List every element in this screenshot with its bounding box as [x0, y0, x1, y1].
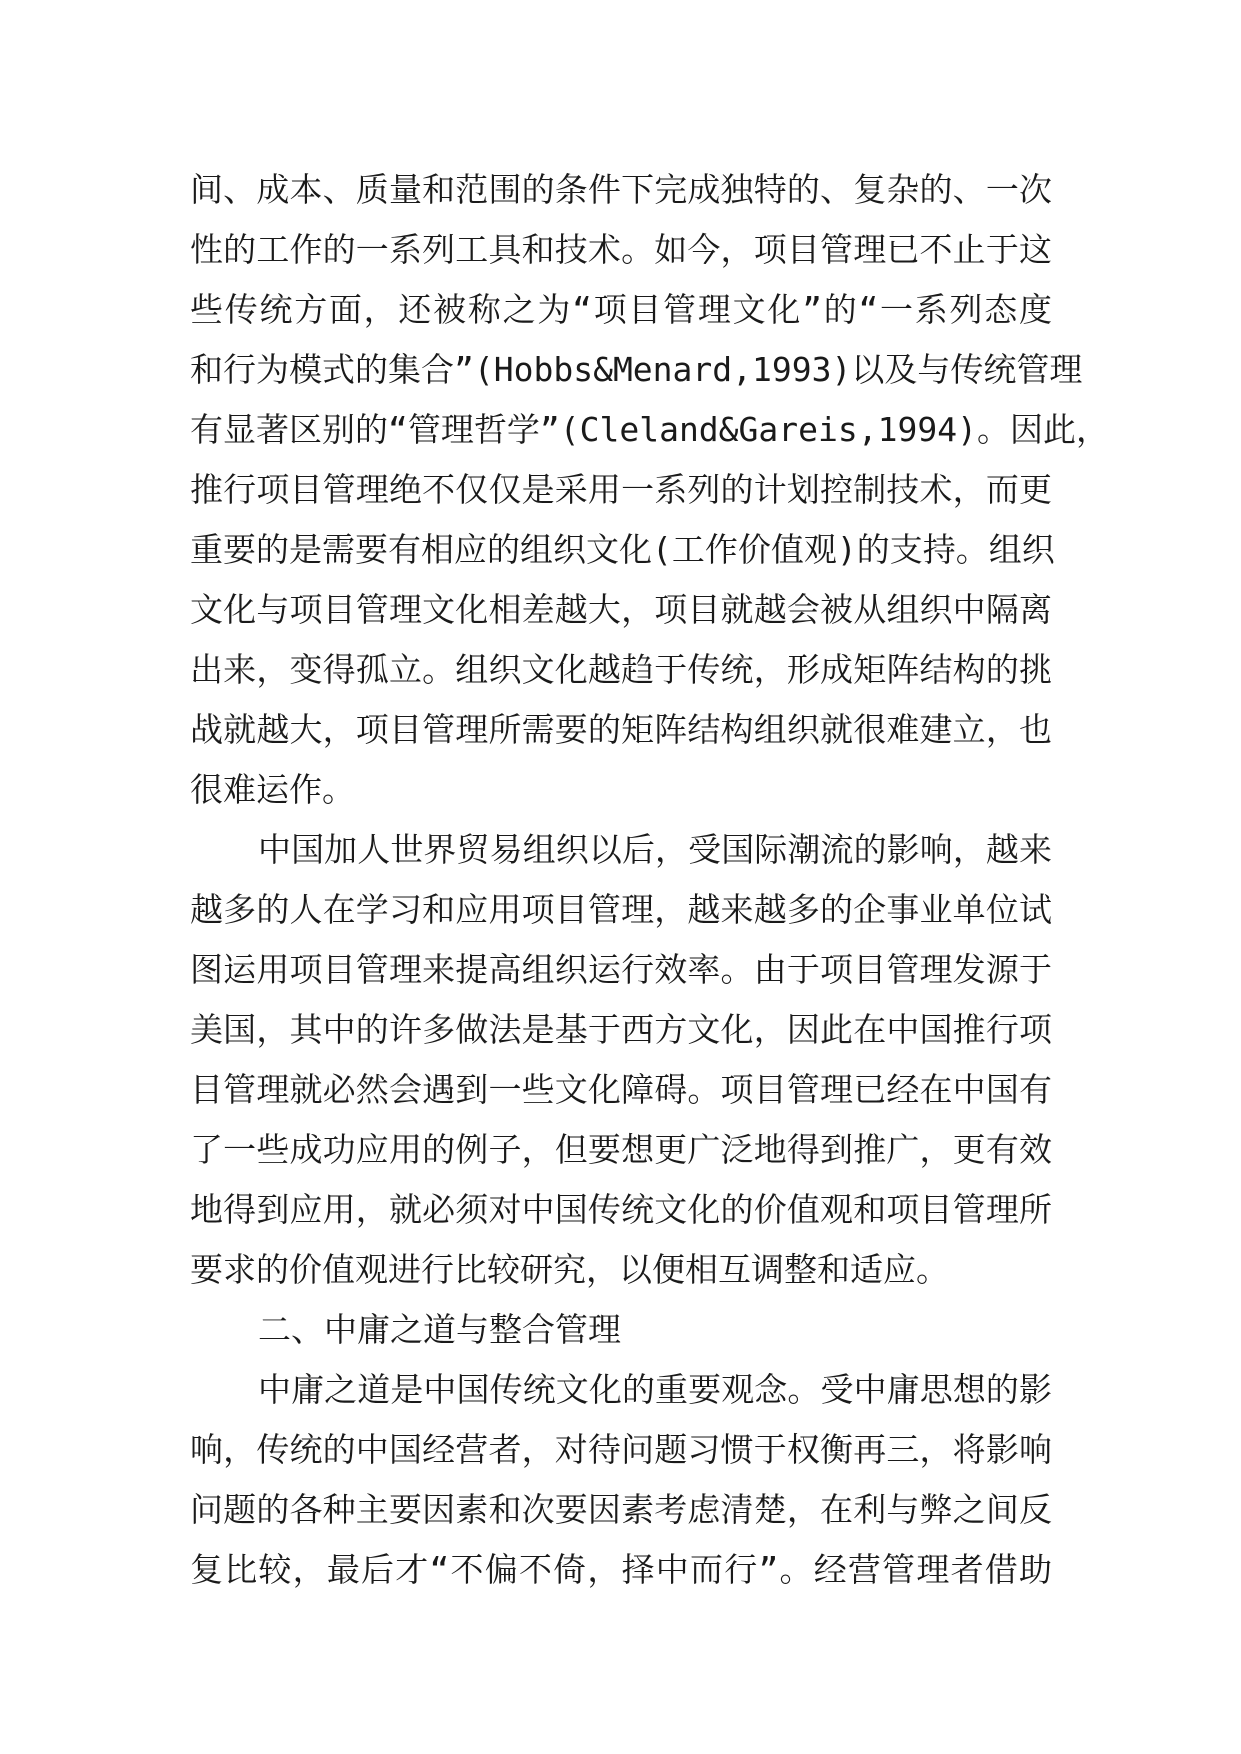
text-line: 推行项目管理绝不仅仅是采用一系列的计划控制技术，而更 [190, 470, 1052, 509]
paragraph-first-line: 二、中庸之道与整合管理 [258, 1310, 621, 1349]
paragraph-first-line: 中庸之道是中国传统文化的重要观念。受中庸思想的影 [258, 1370, 1052, 1409]
text-line: 了一些成功应用的例子，但要想更广泛地得到推广，更有效 [190, 1130, 1052, 1169]
paragraph-first-line: 中国加人世界贸易组织以后，受国际潮流的影响，越来 [258, 830, 1052, 869]
text-line: 复比较，最后才“不偏不倚，择中而行”。经营管理者借助 [190, 1550, 1052, 1589]
text-line: 战就越大，项目管理所需要的矩阵结构组织就很难建立，也 [190, 710, 1052, 749]
text-line: 性的工作的一系列工具和技术。如今，项目管理已不止于这 [190, 230, 1052, 269]
text-line: 地得到应用，就必须对中国传统文化的价值观和项目管理所 [190, 1190, 1052, 1229]
text-line: 间、成本、质量和范围的条件下完成独特的、复杂的、一次 [190, 170, 1052, 209]
text-line: 有显著区别的“管理哲学”(Cleland&Gareis,1994)。因此， [190, 410, 1109, 449]
text-line: 和行为模式的集合”(Hobbs&Menard,1993)以及与传统管理 [190, 350, 1083, 389]
text-line: 问题的各种主要因素和次要因素考虑清楚，在利与弊之间反 [190, 1490, 1052, 1529]
text-line: 些传统方面，还被称之为“项目管理文化”的“一系列态度 [190, 290, 1052, 329]
text-line: 文化与项目管理文化相差越大，项目就越会被从组织中隔离 [190, 590, 1052, 629]
text-line: 出来，变得孤立。组织文化越趋于传统，形成矩阵结构的挑 [190, 650, 1052, 689]
text-line: 很难运作。 [190, 770, 355, 809]
text-line: 越多的人在学习和应用项目管理，越来越多的企事业单位试 [190, 890, 1052, 929]
text-line: 要求的价值观进行比较研究，以便相互调整和适应。 [190, 1250, 949, 1289]
body-text [190, 160, 1109, 1600]
text-line: 美国，其中的许多做法是基于西方文化，因此在中国推行项 [190, 1010, 1052, 1049]
text-line: 图运用项目管理来提高组织运行效率。由于项目管理发源于 [190, 950, 1052, 989]
text-line: 响，传统的中国经营者，对待问题习惯于权衡再三，将影响 [190, 1430, 1052, 1469]
text-line: 目管理就必然会遇到一些文化障碍。项目管理已经在中国有 [190, 1070, 1052, 1109]
text-line: 重要的是需要有相应的组织文化(工作价值观)的支持。组织 [190, 530, 1055, 569]
